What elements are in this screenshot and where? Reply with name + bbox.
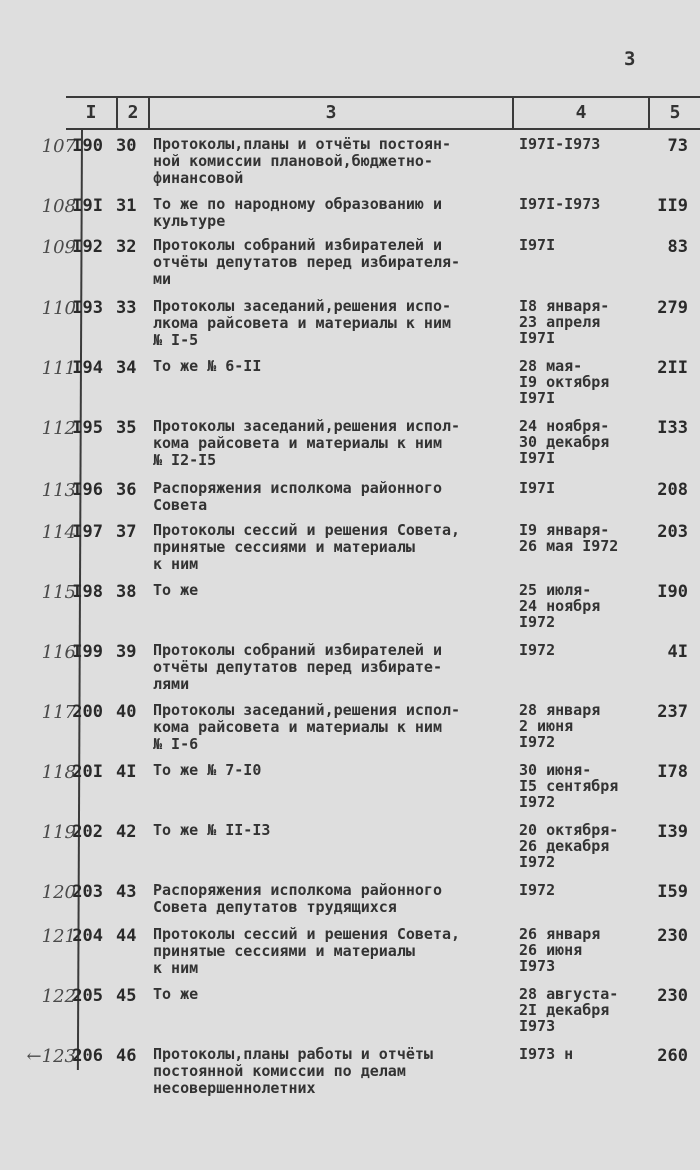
item-title: Протоколы,планы и отчёты постоян- ной комиссии плановой,бюджетно- финансовой: [153, 135, 452, 187]
sheet-count: I90: [657, 582, 688, 602]
inventory-number: 204: [72, 926, 103, 946]
header-col-1: I: [85, 102, 97, 123]
handwritten-number: 122: [41, 986, 76, 1007]
item-title: То же № 6-II: [153, 357, 262, 375]
inventory-number: I95: [72, 418, 103, 438]
header-col-3: 3: [325, 102, 337, 123]
handwritten-number: 118: [41, 762, 76, 783]
item-number: 4I: [116, 762, 137, 782]
item-dates: I8 января- 23 апреля I97I: [519, 297, 610, 347]
item-title: Протоколы сессий и решения Совета, принятые сессиями и материалы к ним: [153, 521, 461, 573]
item-number: 37: [116, 522, 137, 542]
inventory-number: 203: [72, 882, 103, 902]
handwritten-number: 109: [41, 237, 76, 258]
handwritten-number: 119: [41, 822, 76, 843]
item-dates: 28 января 2 июня I972: [519, 701, 601, 751]
inventory-number: I94: [72, 358, 103, 378]
item-dates: 28 мая- I9 октября I97I: [519, 357, 610, 407]
item-title: Протоколы заседаний,решения испо- лкома райсовета и материалы к ним № I-5: [153, 297, 452, 349]
handwritten-number: 116: [41, 642, 76, 663]
item-dates: I97I-I973: [519, 195, 601, 213]
item-title: Распоряжения исполкома районного Совета депутатов трудящихся: [153, 881, 442, 916]
header-col-2: 2: [127, 102, 139, 123]
inventory-number: 202: [72, 822, 103, 842]
item-number: 30: [116, 136, 137, 156]
item-dates: 25 июля- 24 ноября I972: [519, 581, 601, 631]
item-number: 44: [116, 926, 137, 946]
sheet-count: II9: [657, 196, 688, 216]
item-title: Протоколы сессий и решения Совета, принятые сессиями и материалы к ним: [153, 925, 461, 977]
handwritten-number: 114: [41, 522, 76, 543]
handwritten-number: 112: [41, 418, 76, 439]
sheet-count: I78: [657, 762, 688, 782]
inventory-number: 20I: [72, 762, 103, 782]
item-dates: I97I-I973: [519, 135, 601, 153]
item-title: Протоколы,планы работы и отчёты постоянной комиссии по делам несовершеннолетних: [153, 1045, 433, 1097]
item-title: Протоколы собраний избирателей и отчёты депутатов перед избирателя- ми: [153, 236, 461, 288]
inventory-number: I99: [72, 642, 103, 662]
sheet-count: I59: [657, 882, 688, 902]
item-number: 42: [116, 822, 137, 842]
item-number: 40: [116, 702, 137, 722]
item-number: 36: [116, 480, 137, 500]
item-title: То же № II-I3: [153, 821, 271, 839]
item-title: Протоколы собраний избирателей и отчёты депутатов перед избирате- лями: [153, 641, 442, 693]
item-dates: I97I: [519, 236, 556, 254]
item-dates: 28 августа- 2I декабря I973: [519, 985, 619, 1035]
sheet-count: 237: [657, 702, 688, 722]
handwritten-number: 108: [41, 196, 76, 217]
sheet-count: 4I: [667, 642, 688, 662]
handwritten-number: 120: [41, 882, 76, 903]
sheet-count: 230: [657, 986, 688, 1006]
handwritten-number: 113: [41, 480, 76, 501]
item-title: То же по народному образованию и культуре: [153, 195, 442, 230]
item-dates: I9 января- 26 мая I972: [519, 521, 619, 555]
item-number: 32: [116, 237, 137, 257]
item-number: 45: [116, 986, 137, 1006]
sheet-count: I39: [657, 822, 688, 842]
item-number: 31: [116, 196, 137, 216]
sheet-count: I33: [657, 418, 688, 438]
inventory-number: I93: [72, 298, 103, 318]
handwritten-number: 111: [41, 358, 76, 379]
item-title: Протоколы заседаний,решения испол- кома райсовета и материалы к ним № I-6: [153, 701, 461, 753]
item-number: 34: [116, 358, 137, 378]
item-dates: I97I: [519, 479, 556, 497]
sheet-count: 2II: [657, 358, 688, 378]
inventory-number: I97: [72, 522, 103, 542]
sheet-count: 203: [657, 522, 688, 542]
inventory-number: I92: [72, 237, 103, 257]
inventory-number: 206: [72, 1046, 103, 1066]
item-number: 43: [116, 882, 137, 902]
handwritten-number: 121: [41, 926, 76, 947]
item-dates: I972: [519, 641, 556, 659]
inventory-number: I96: [72, 480, 103, 500]
item-title: Распоряжения исполкома районного Совета: [153, 479, 442, 514]
item-dates: I973 н: [519, 1045, 574, 1063]
sheet-count: 208: [657, 480, 688, 500]
sheet-count: 279: [657, 298, 688, 318]
item-number: 35: [116, 418, 137, 438]
sheet-count: 230: [657, 926, 688, 946]
item-number: 39: [116, 642, 137, 662]
handwritten-number: 110: [41, 298, 76, 319]
sheet-count: 73: [667, 136, 688, 156]
inventory-number: 205: [72, 986, 103, 1006]
item-title: Протоколы заседаний,решения испол- кома райсовета и материалы к ним № I2-I5: [153, 417, 461, 469]
table-header: [66, 96, 700, 130]
item-number: 38: [116, 582, 137, 602]
item-dates: I972: [519, 881, 556, 899]
page-number: 3: [624, 48, 636, 70]
item-number: 33: [116, 298, 137, 318]
item-dates: 30 июня- I5 сентября I972: [519, 761, 619, 811]
item-title: То же: [153, 985, 199, 1003]
header-col-5: 5: [669, 102, 681, 123]
item-dates: 20 октября- 26 декабря I972: [519, 821, 619, 871]
item-dates: 24 ноября- 30 декабря I97I: [519, 417, 610, 467]
sheet-count: 83: [667, 237, 688, 257]
inventory-number: I9I: [72, 196, 103, 216]
sheet-count: 260: [657, 1046, 688, 1066]
handwritten-number: 115: [41, 582, 76, 603]
item-number: 46: [116, 1046, 137, 1066]
item-dates: 26 января 26 июня I973: [519, 925, 601, 975]
item-title: То же: [153, 581, 199, 599]
inventory-number: 200: [72, 702, 103, 722]
header-col-4: 4: [575, 102, 587, 123]
handwritten-number: ←123: [26, 1046, 76, 1067]
handwritten-number: 117: [41, 702, 76, 723]
inventory-number: I90: [72, 136, 103, 156]
item-title: То же № 7-I0: [153, 761, 262, 779]
handwritten-number: 107: [41, 136, 76, 157]
inventory-number: I98: [72, 582, 103, 602]
